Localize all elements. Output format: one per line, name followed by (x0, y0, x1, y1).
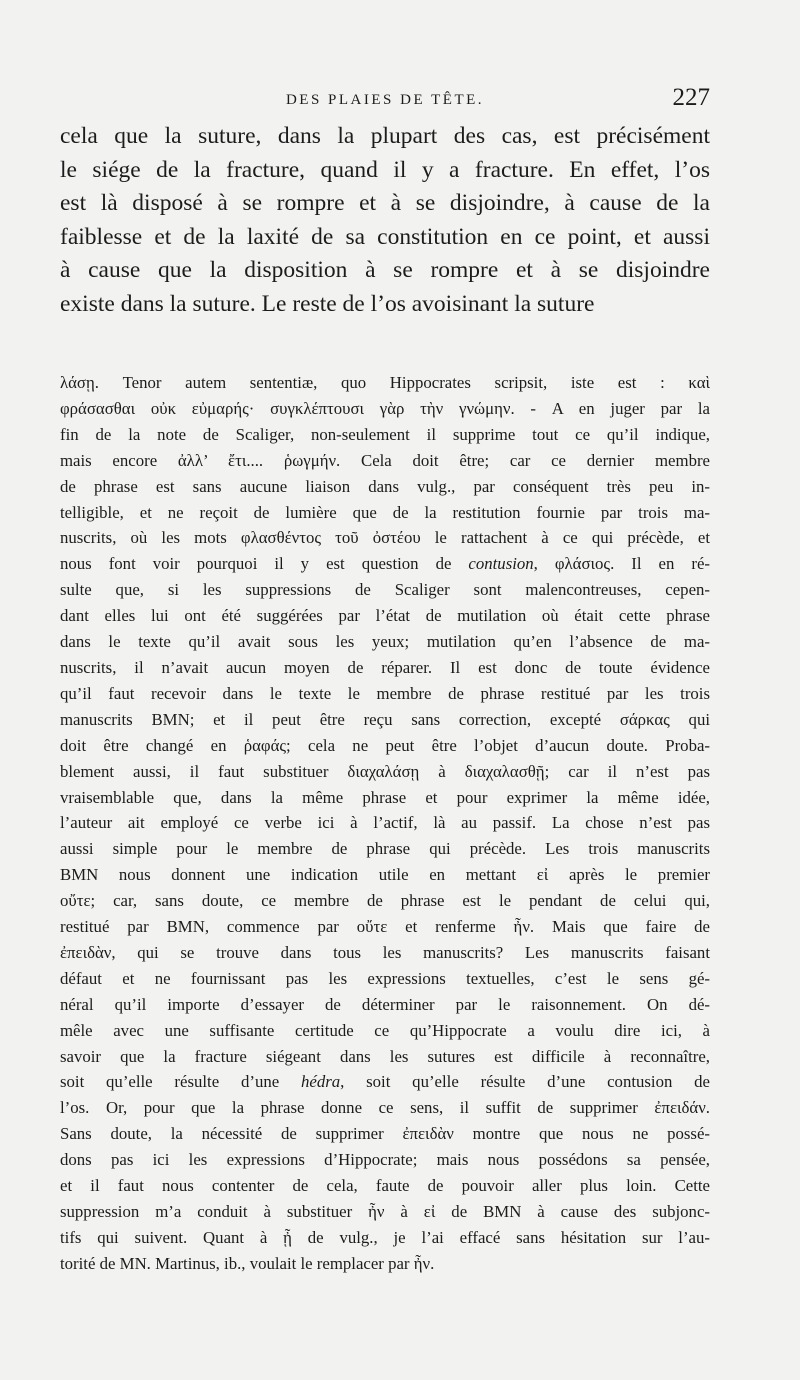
page-number: 227 (672, 84, 710, 111)
note-text-segment: suppression m’a conduit à substituer ἦν à εἰ de BMN à cause des subjonc- (60, 1202, 710, 1221)
note-text-segment: vraisemblable que, dans la même phrase et pour exprimer la même idée, (60, 787, 710, 807)
running-head (60, 84, 710, 116)
note-line (60, 759, 710, 785)
body-line: existe dans la suture. Le reste de l’os avoisinant la suture (60, 290, 595, 317)
note-text-segment: défaut et ne fournissant pas les expressions textuelles, c’est le sens gé- (60, 968, 710, 988)
note-line (60, 888, 710, 914)
note-line (60, 836, 710, 862)
note-text-segment: οὔτε; car, sans doute, ce membre de phrase est le pendant de celui qui, (60, 891, 710, 911)
body-line: cela que la suture, dans la plupart des cas, est précisément (60, 123, 710, 149)
note-text-segment: φράσασθαι οὐκ εὐμαρής· συγκλέπτουσι γὰρ τὴν γνώμην. - A en juger par la (60, 398, 710, 418)
note-text-segment: nuscrits, où les mots φλασθέντος τοῦ ὀστέου le rattachent à ce qui précède, et (60, 528, 710, 548)
note-line (60, 551, 710, 577)
note-text-segment: nous font voir pourquoi il y est question de (60, 554, 469, 574)
note-line (60, 448, 710, 474)
note-text-segment: dans le texte qu’il avait sous les yeux; mutilation qu’en l’absence de ma- (60, 632, 710, 652)
note-text-segment: sulte que, si les suppressions de Scaliger sont malencontreuses, cepen- (60, 580, 710, 600)
note-text-segment: dons pas ici les expressions d’Hippocrate; mais nous possédons sa pensée, (60, 1150, 710, 1170)
note-line (60, 629, 710, 655)
note-line (60, 525, 710, 551)
italic-term: contusion (468, 554, 534, 574)
note-text-segment: et il faut nous contenter de cela, faute de pouvoir aller plus loin. Cette (60, 1176, 710, 1196)
note-line (60, 655, 710, 681)
note-text-segment: l’auteur ait employé ce verbe ici à l’actif, là au passif. La chose n’est pas (60, 813, 710, 833)
note-text-segment: doit être changé en ῥαφάς; cela ne peut être l’objet d’aucun doute. Proba- (60, 735, 710, 755)
running-title: DES PLAIES DE TÊTE. (285, 92, 485, 108)
note-text-segment: manuscrits BMN; et il peut être reçu sans correction, excepté σάρκας qui (60, 709, 710, 729)
note-line (60, 396, 710, 422)
note-text-segment: λάσῃ. Tenor autem sententiæ, quo Hippocrates scripsit, iste est : καὶ (60, 373, 710, 392)
note-line (60, 1173, 710, 1199)
note-line (60, 1095, 710, 1121)
note-line (60, 603, 710, 629)
note-line (60, 577, 710, 603)
note-text-segment: , φλάσιος. Il en ré- (533, 554, 710, 574)
main-text (60, 120, 710, 321)
note-line (60, 474, 710, 500)
note-text-segment: ἐπειδὰν, qui se trouve dans tous les manuscrits? Les manuscrits faisant (60, 942, 710, 962)
body-line: faiblesse et de la laxité de sa constitution en ce point, et aussi (60, 223, 710, 250)
note-text-segment: fin de la note de Scaliger, non-seulement il supprime tout ce qu’il indique, (60, 424, 710, 444)
note-line (60, 370, 710, 396)
note-line (60, 1018, 710, 1044)
note-text-segment: nuscrits, il n’avait aucun moyen de réparer. Il est donc de toute évidence (60, 657, 710, 677)
note-line (60, 1199, 710, 1225)
note-line (60, 940, 710, 966)
note-line (60, 500, 710, 526)
note-text-segment: néral qu’il importe d’essayer de déterminer par le raisonnement. On dé- (60, 994, 710, 1014)
note-line (60, 862, 710, 888)
italic-term: hédra (300, 1072, 341, 1092)
note-line (60, 1069, 710, 1095)
note-text-segment: torité de MN. Martinus, ib., voulait le remplacer par ἦν. (60, 1253, 435, 1273)
body-line: est là disposé à se rompre et à se disjoindre, à cause de la (60, 190, 710, 216)
body-line: à cause que la disposition à se rompre et à se disjoindre (60, 257, 710, 283)
note-text-segment: mais encore ἀλλ’ ἔτι.... ῥωγμήν. Cela doit être; car ce dernier membre (60, 450, 710, 470)
note-text-segment: savoir que la fracture siégeant dans les sutures est difficile à reconnaître, (60, 1046, 710, 1066)
note-line (60, 681, 710, 707)
note-line (60, 1225, 710, 1251)
note-line (60, 966, 710, 992)
note-text-segment: BMN nous donnent une indication utile en mettant εἰ après le premier (60, 865, 710, 885)
note-line (60, 707, 710, 733)
note-line (60, 992, 710, 1018)
note-line (60, 422, 710, 448)
note-text-segment: , soit qu’elle résulte d’une contusion de (340, 1072, 710, 1092)
note-line (60, 1121, 710, 1147)
note-line (60, 1044, 710, 1070)
note-text-segment: soit qu’elle résulte d’une (60, 1072, 301, 1092)
note-text-segment: de phrase est sans aucune liaison dans vulg., par conséquent très peu in- (60, 476, 710, 496)
note-text-segment: dant elles lui ont été suggérées par l’état de mutilation où était cette phrase (60, 606, 710, 626)
body-line: le siége de la fracture, quand il y a fracture. En effet, l’os (60, 156, 710, 183)
note-line (60, 785, 710, 811)
note-text-segment: Sans doute, la nécessité de supprimer ἐπειδὰν montre que nous ne possé- (60, 1124, 710, 1144)
note-text-segment: telligible, et ne reçoit de lumière que de la restitution fournie par trois ma- (60, 502, 710, 522)
note-text-segment: qu’il faut recevoir dans le texte le membre de phrase restitué par les trois (60, 683, 710, 703)
note-text-segment: l’os. Or, pour que la phrase donne ce sens, il suffit de supprimer ἐπειδάν. (60, 1098, 710, 1118)
footnote-text (60, 370, 710, 1277)
note-line (60, 914, 710, 940)
note-line (60, 810, 710, 836)
note-line (60, 1147, 710, 1173)
note-line (60, 733, 710, 759)
note-text-segment: tifs qui suivent. Quant à ᾖ de vulg., je l’ai effacé sans hésitation sur l’au- (60, 1227, 710, 1247)
note-text-segment: aussi simple pour le membre de phrase qui précède. Les trois manuscrits (60, 839, 710, 859)
note-text-segment: mêle avec une suffisante certitude ce qu’Hippocrate a voulu dire ici, à (60, 1020, 710, 1040)
note-text-segment: restitué par BMN, commence par οὔτε et renferme ἦν. Mais que faire de (60, 917, 710, 937)
note-line (60, 1251, 710, 1277)
note-text-segment: blement aussi, il faut substituer διαχαλάσῃ à διαχαλασθῇ; car il n’est pas (60, 761, 710, 781)
